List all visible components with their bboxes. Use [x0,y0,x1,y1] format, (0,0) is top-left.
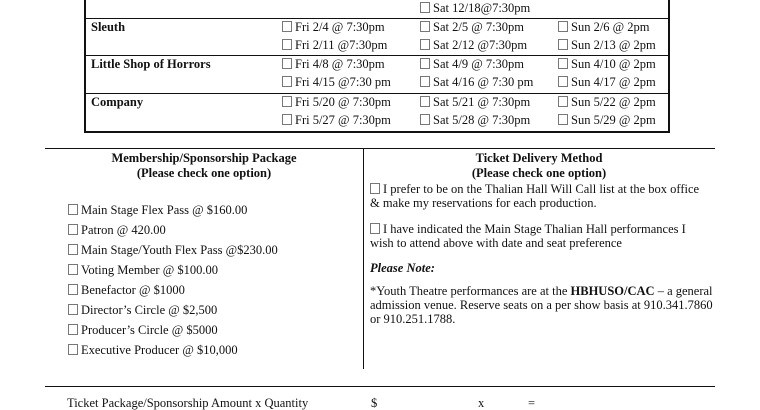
checkbox[interactable] [558,76,568,87]
checkbox[interactable] [558,96,568,107]
schedule-row-divider [86,18,668,19]
schedule-date-option[interactable]: Sun 5/29 @ 2pm [558,113,656,127]
schedule-date-option[interactable]: Sun 4/17 @ 2pm [558,75,656,89]
checkbox[interactable] [282,21,292,32]
delivery-option-will-call[interactable]: I prefer to be on the Thalian Hall Will Call list at the box office & make my reservations for each production. [370,182,700,210]
checkbox[interactable] [68,324,78,335]
schedule-date-option[interactable]: Sat 5/28 @ 7:30pm [420,113,530,127]
checkbox[interactable] [420,76,430,87]
note-label: Please Note: [370,261,435,275]
show-title: Sleuth [91,20,126,34]
checkbox[interactable] [68,344,78,355]
membership-subheading: (Please check one option) [136,166,272,180]
schedule-date-option[interactable]: Sat 2/5 @ 7:30pm [420,20,524,34]
membership-option[interactable]: Main Stage/Youth Flex Pass @$230.00 [68,243,278,257]
schedule-date-option[interactable]: Sat 5/21 @ 7:30pm [420,95,530,109]
youth-theatre-note: *Youth Theatre performances are at the HBHUSO/CAC – a general admission venue. Reserve seats on a per show basis at 910.341.7860 or 910.251.1788. [370,284,713,326]
venue-name: HBHUSO/CAC [570,284,655,298]
checkbox[interactable] [282,114,292,125]
schedule-row-divider [86,55,668,56]
checkbox[interactable] [282,58,292,69]
schedule-date-option[interactable]: Fri 4/15 @7:30 pm [282,75,391,89]
delivery-option-seat-preference[interactable]: I have indicated the Main Stage Thalian Hall performances I wish to attend above with date and seat preference [370,222,686,250]
schedule-table-left-border [84,0,86,132]
checkbox[interactable] [420,58,430,69]
checkbox[interactable] [420,114,430,125]
schedule-date-option[interactable]: Fri 5/27 @ 7:30pm [282,113,391,127]
schedule-date-option[interactable]: Sun 4/10 @ 2pm [558,57,656,71]
membership-heading: Membership/Sponsorship Package [111,151,297,165]
checkbox[interactable] [282,96,292,107]
membership-option[interactable]: Patron @ 420.00 [68,223,166,237]
checkbox[interactable] [282,76,292,87]
column-divider [363,149,364,369]
checkbox[interactable] [420,39,430,50]
schedule-table-right-border [668,0,670,132]
checkbox[interactable] [370,183,380,194]
delivery-subheading: (Please check one option) [471,166,607,180]
membership-option[interactable]: Director’s Circle @ $2,500 [68,303,217,317]
membership-option[interactable]: Producer’s Circle @ $5000 [68,323,218,337]
schedule-date-option[interactable]: Sat 4/9 @ 7:30pm [420,57,524,71]
membership-option[interactable]: Executive Producer @ $10,000 [68,343,238,357]
show-title: Little Shop of Horrors [91,57,211,71]
checkbox[interactable] [68,304,78,315]
membership-option[interactable]: Benefactor @ $1000 [68,283,185,297]
schedule-date-option[interactable]: Sun 2/13 @ 2pm [558,38,656,52]
checkbox[interactable] [68,264,78,275]
checkbox[interactable] [558,21,568,32]
schedule-date-option[interactable]: Sat 12/18@7:30pm [420,1,530,15]
membership-option[interactable]: Main Stage Flex Pass @ $160.00 [68,203,247,217]
checkbox[interactable] [558,114,568,125]
checkbox[interactable] [420,21,430,32]
checkbox[interactable] [282,39,292,50]
checkbox[interactable] [558,39,568,50]
checkbox[interactable] [68,244,78,255]
checkbox[interactable] [420,96,430,107]
schedule-date-option[interactable]: Sun 5/22 @ 2pm [558,95,656,109]
schedule-date-option[interactable]: Fri 4/8 @ 7:30pm [282,57,385,71]
section-divider-bottom [45,386,715,387]
schedule-table-bottom-border [84,131,670,133]
schedule-date-option[interactable]: Fri 2/11 @7:30pm [282,38,387,52]
schedule-date-option[interactable]: Sat 4/16 @ 7:30 pm [420,75,533,89]
checkbox[interactable] [558,58,568,69]
schedule-row-divider [86,93,668,94]
checkbox[interactable] [68,204,78,215]
checkbox[interactable] [68,284,78,295]
schedule-date-option[interactable]: Sun 2/6 @ 2pm [558,20,650,34]
schedule-date-option[interactable]: Fri 2/4 @ 7:30pm [282,20,385,34]
show-title: Company [91,95,144,109]
membership-option[interactable]: Voting Member @ $100.00 [68,263,218,277]
times-sign: x [478,396,485,410]
schedule-date-option[interactable]: Sat 2/12 @7:30pm [420,38,527,52]
section-divider-top [45,148,715,149]
footer-amount-label: Ticket Package/Sponsorship Amount x Quantity [67,396,309,410]
checkbox[interactable] [68,224,78,235]
schedule-date-option[interactable]: Fri 5/20 @ 7:30pm [282,95,391,109]
equals-sign: = [528,396,536,410]
checkbox[interactable] [370,223,380,234]
dollar-sign: $ [371,396,378,410]
delivery-heading: Ticket Delivery Method [475,151,603,165]
checkbox[interactable] [420,2,430,13]
